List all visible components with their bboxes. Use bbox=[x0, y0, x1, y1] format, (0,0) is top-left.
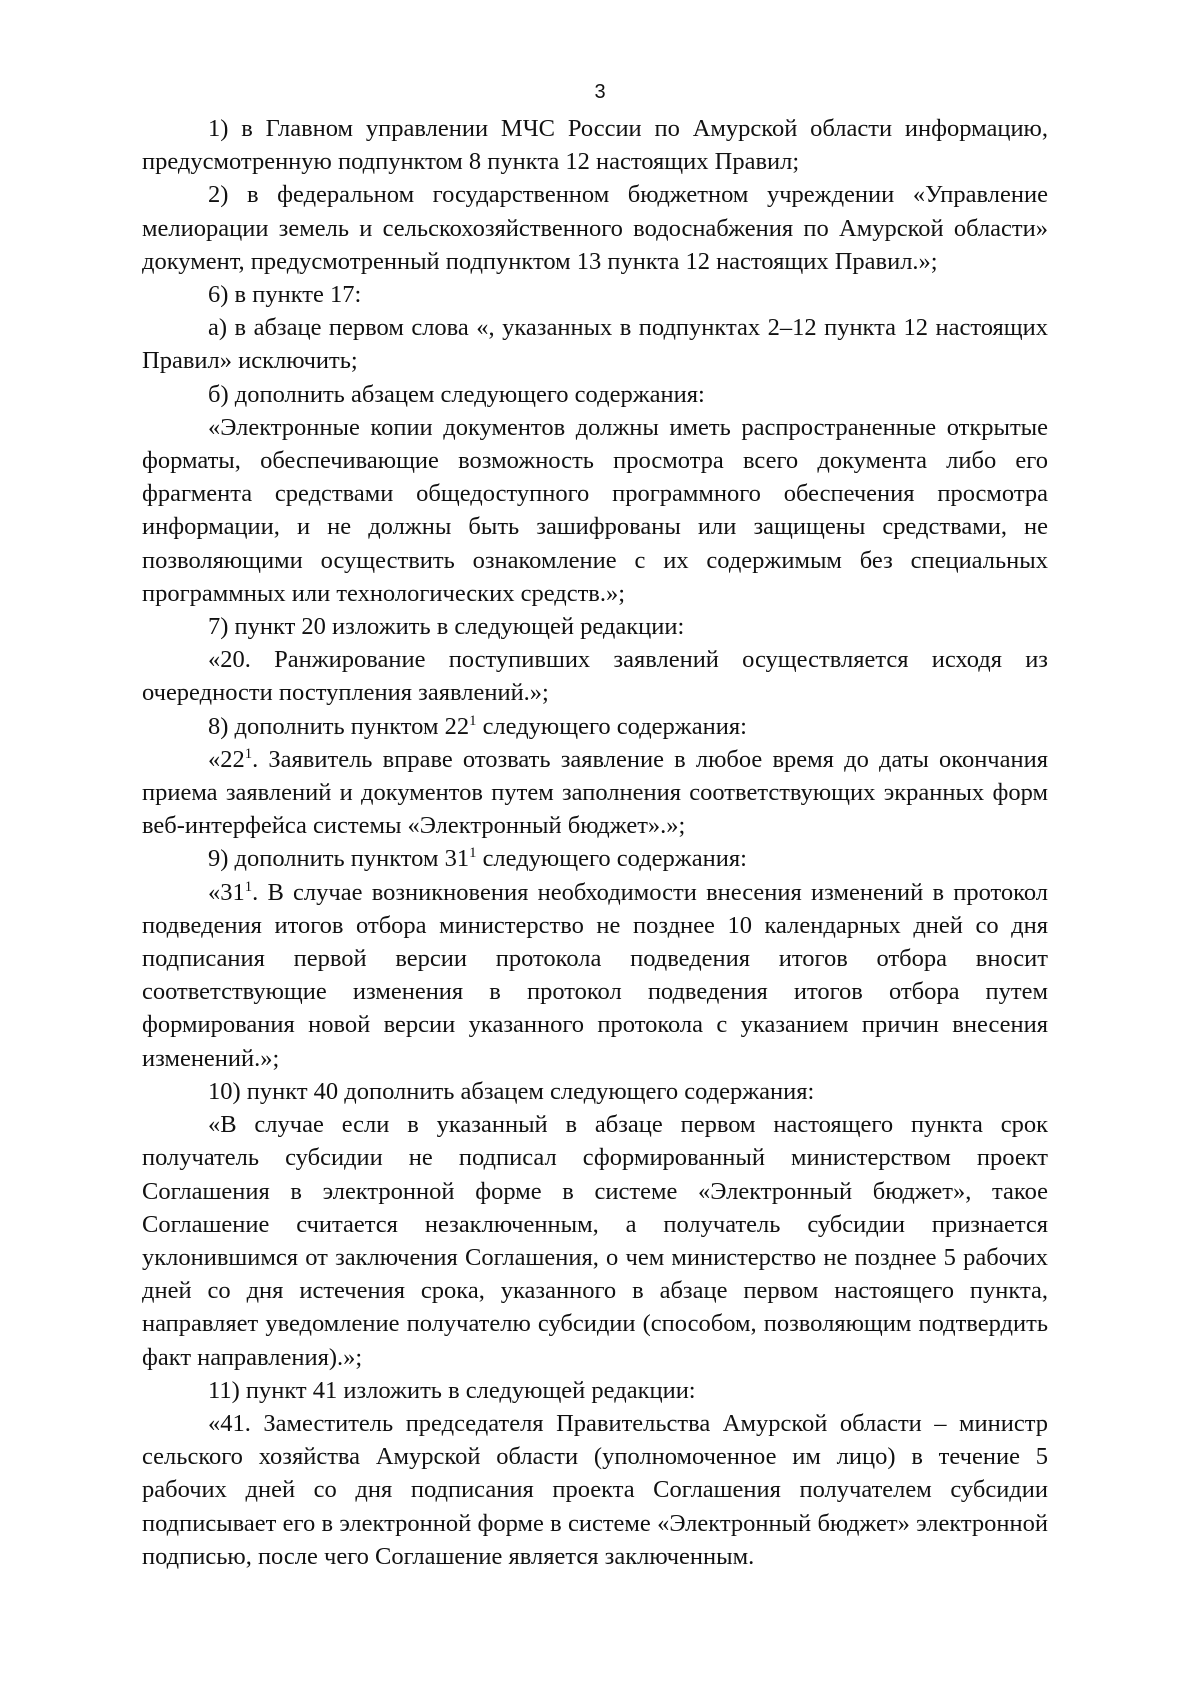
document-body bbox=[142, 112, 1048, 1573]
paragraph: «Электронные копии документов должны иметь распространенные открытые форматы, обеспечивающие возможность просмотра всего документа либо его фрагмента средствами общедоступного программного обеспечения просмотра информации, и не должны быть зашифрованы или защищены средствами, не позволяющими осуществить ознакомление с их содержимым без специальных программных или технологических средств.»; bbox=[142, 413, 1048, 607]
paragraph: 6) в пункте 17: bbox=[208, 281, 362, 309]
paragraph-text: . Заявитель вправе отозвать заявление в любое время до даты окончания приема заявлений и документов путем заполнения соответствующих экранных форм веб-интерфейса системы «Электронный бюджет».»; bbox=[142, 745, 1048, 840]
superscript-index: 1 bbox=[244, 745, 253, 762]
paragraph-text: 8) дополнить пунктом 22 bbox=[208, 712, 470, 740]
superscript-index: 1 bbox=[469, 845, 477, 862]
page-number: 3 bbox=[594, 81, 606, 103]
paragraph-text: . В случае возникновения необходимости внесения изменений в протокол подведения итогов отбора министерство не позднее 10 календарных дней со дня подписания первой версии протокола подведения итогов отбора вносит соответствующие изменения в протокол подведения итогов отбора путем формирования новой версии указанного протокола с указанием причин внесения изменений.»; bbox=[142, 878, 1048, 1072]
paragraph-text: следующего содержания: bbox=[476, 712, 747, 740]
paragraph: 10) пункт 40 дополнить абзацем следующего содержания: bbox=[208, 1077, 815, 1105]
paragraph: 2) в федеральном государственном бюджетном учреждении «Управление мелиорации земель и сельскохозяйственного водоснабжения по Амурской области» документ, предусмотренный подпунктом 13 пункта 12 настоящих Правил.»; bbox=[142, 181, 1048, 275]
paragraph bbox=[142, 842, 1048, 875]
paragraph: а) в абзаце первом слова «, указанных в подпунктах 2–12 пункта 12 настоящих Правил» исключить; bbox=[142, 314, 1048, 375]
superscript-index: 1 bbox=[469, 712, 477, 729]
paragraph bbox=[142, 743, 1048, 843]
paragraph-text: 9) дополнить пунктом 31 bbox=[208, 845, 470, 873]
paragraph: «В случае если в указанный в абзаце первом настоящего пункта срок получатель субсидии не подписал сформированный министерством проект Соглашения в электронной форме в системе «Электронный бюджет», такое Соглашение считается незаключенным, а получатель субсидии признается уклонившимся от заключения Соглашения, о чем министерство не позднее 5 рабочих дней со дня истечения срока, указанного в абзаце первом настоящего пункта, направляет уведомление получателю субсидии (способом, позволяющим подтвердить факт направления).»; bbox=[142, 1111, 1048, 1371]
paragraph bbox=[142, 710, 1048, 743]
superscript-index: 1 bbox=[244, 878, 253, 895]
paragraph-text: «31 bbox=[208, 878, 245, 906]
paragraph: 7) пункт 20 изложить в следующей редакции: bbox=[208, 613, 685, 641]
paragraph-text: следующего содержания: bbox=[476, 845, 747, 873]
paragraph: б) дополнить абзацем следующего содержания: bbox=[208, 380, 705, 408]
paragraph: «20. Ранжирование поступивших заявлений осуществляется исходя из очередности поступления заявлений.»; bbox=[142, 646, 1048, 707]
paragraph: 1) в Главном управлении МЧС России по Амурской области информацию, предусмотренную подпунктом 8 пункта 12 настоящих Правил; bbox=[142, 115, 1048, 176]
paragraph: 11) пункт 41 изложить в следующей редакции: bbox=[208, 1376, 696, 1404]
paragraph-text: «22 bbox=[208, 745, 245, 773]
paragraph bbox=[142, 876, 1048, 1075]
paragraph: «41. Заместитель председателя Правительства Амурской области – министр сельского хозяйства Амурской области (уполномоченное им лицо) в течение 5 рабочих дней со дня подписания проекта Соглашения получателем субсидии подписывает его в электронной форме в системе «Электронный бюджет» электронной подписью, после чего Соглашение является заключенным. bbox=[142, 1409, 1048, 1570]
